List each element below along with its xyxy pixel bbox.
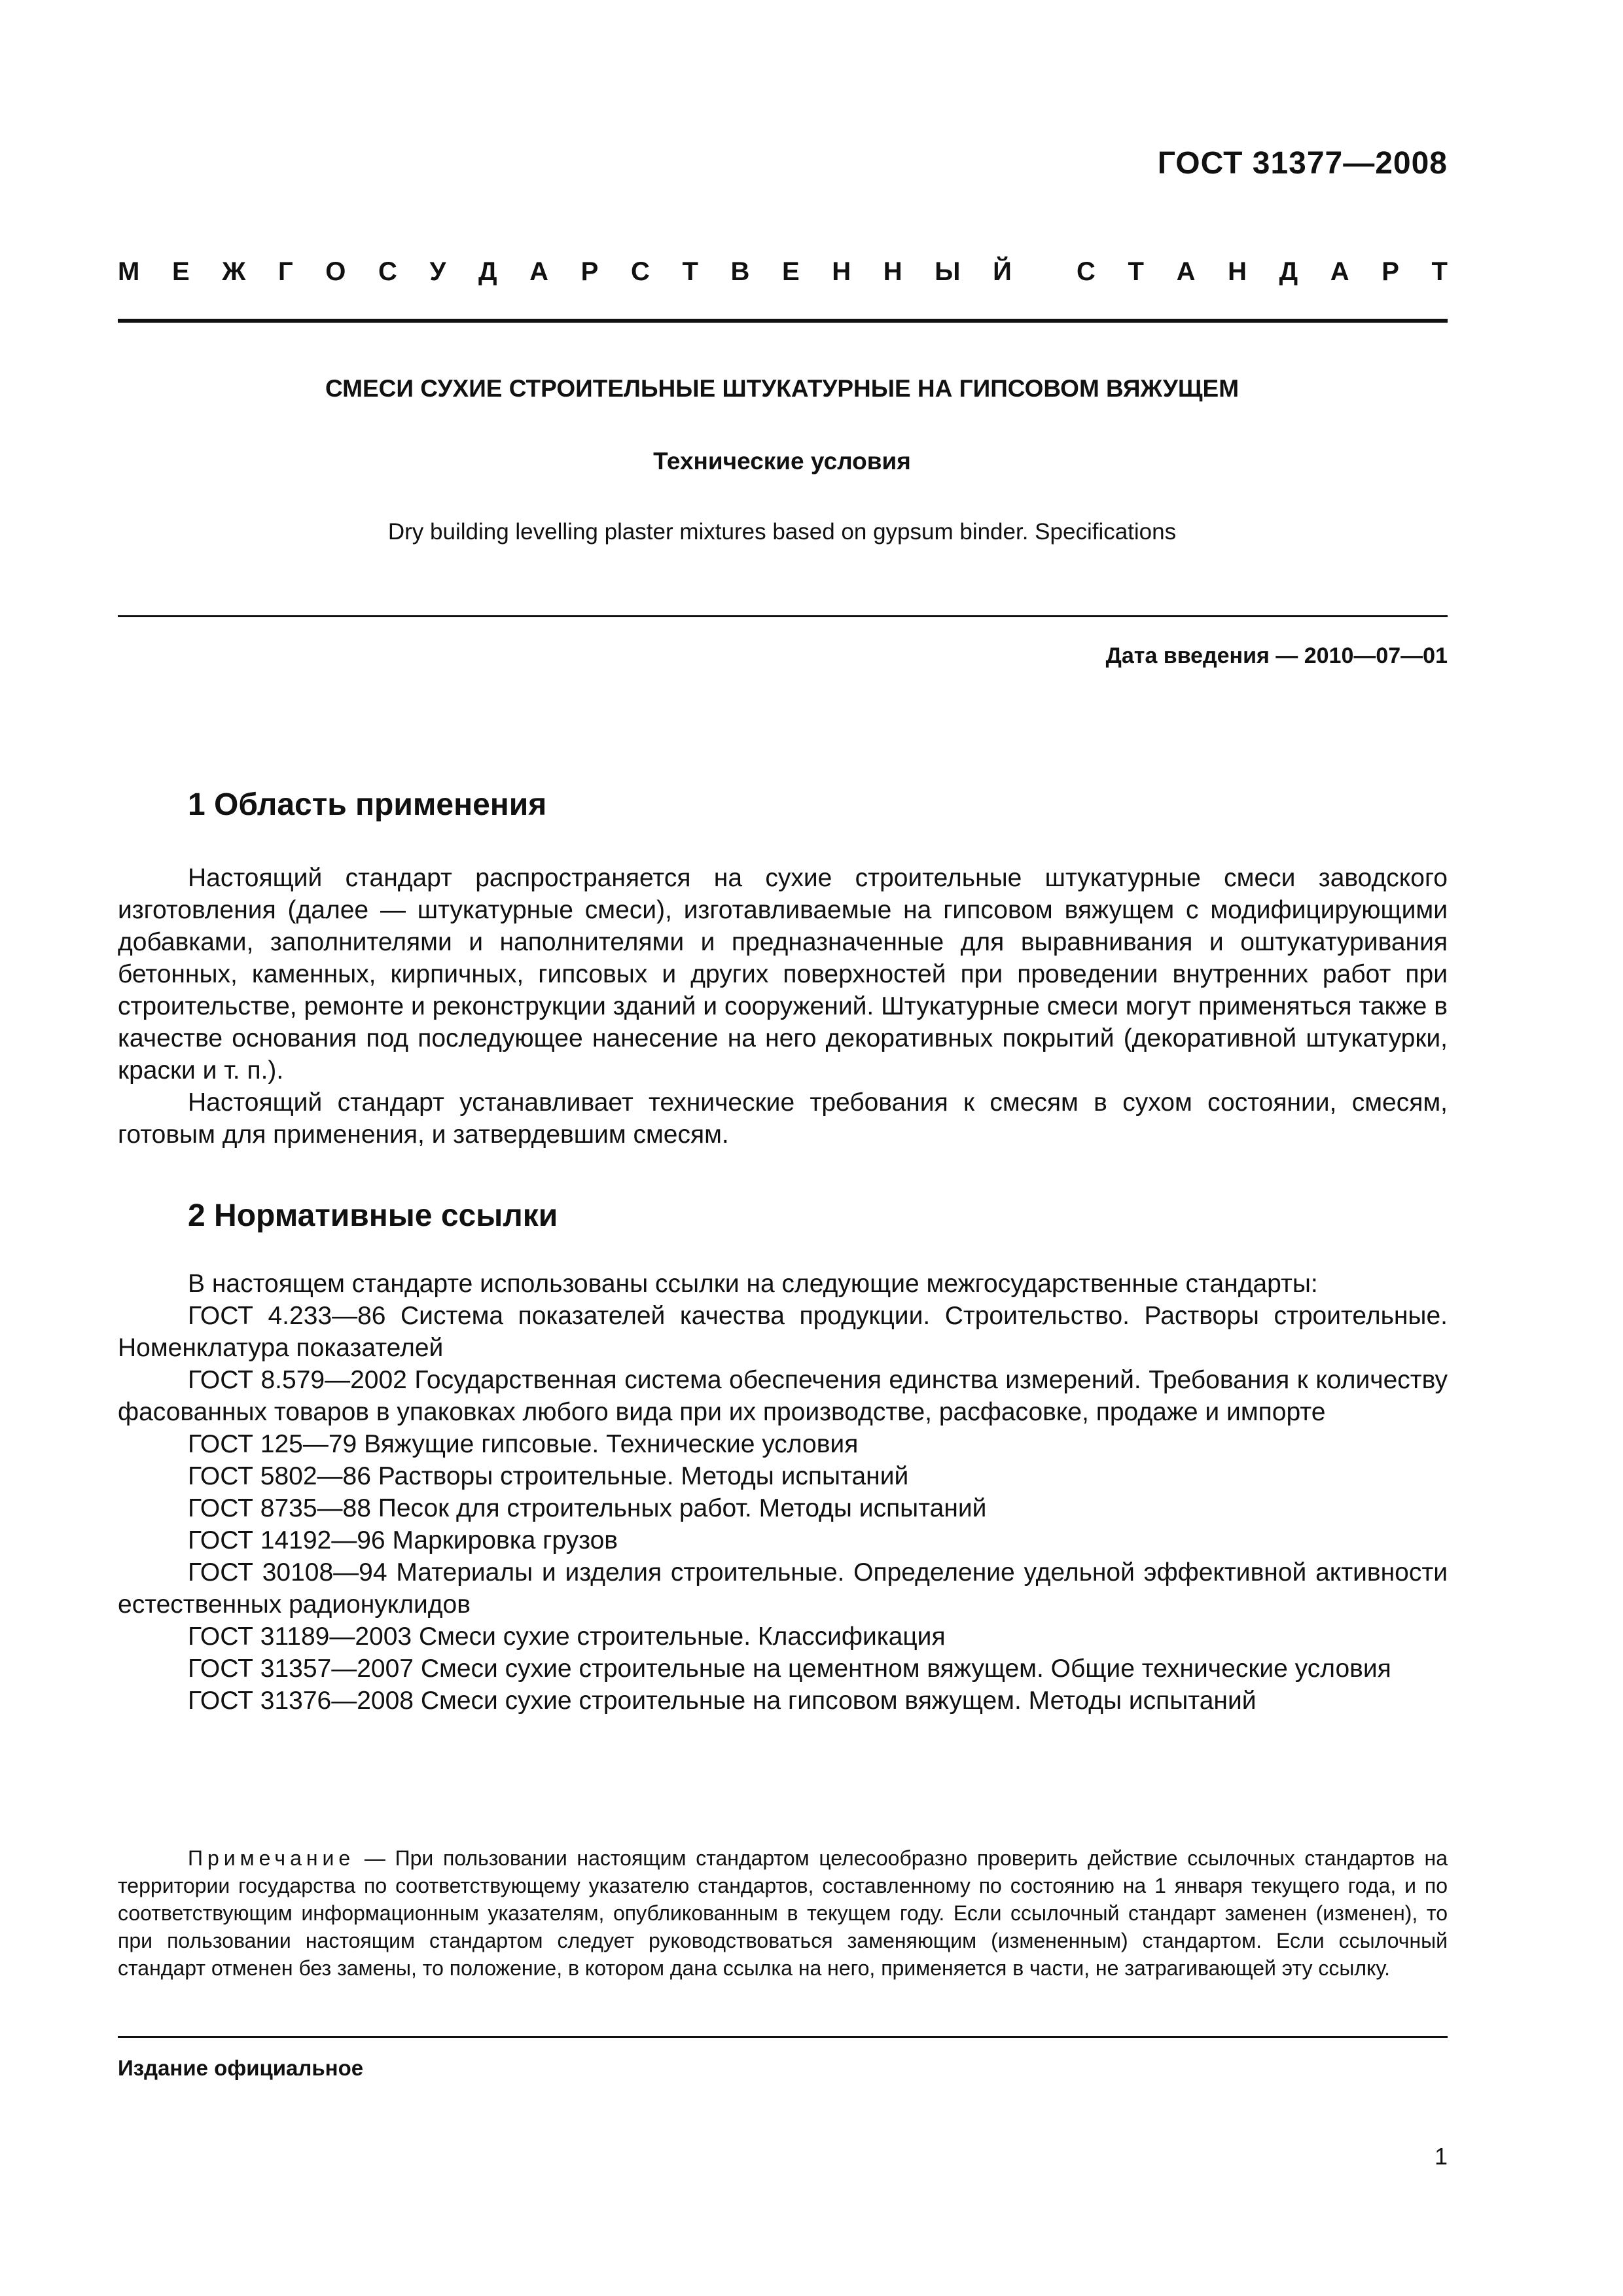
header-divider: [118, 319, 1448, 323]
official-edition-label: Издание официальное: [118, 2056, 364, 2080]
reference-item: [118, 1621, 1448, 1653]
reference-title: Государственная система обеспечения единства измерений. Требования к количеству фасованных товаров в упаковках любого вида при их производстве, расфасовке, продаже и импорте: [118, 1366, 1448, 1426]
reference-item: [118, 1300, 1448, 1364]
reference-title: Смеси сухие строительные на цементном вяжущем. Общие технические условия: [420, 1655, 1391, 1683]
page-number: 1: [1434, 2143, 1448, 2170]
reference-code: ГОСТ 8735—88: [188, 1494, 371, 1522]
reference-item: [118, 1685, 1448, 1717]
references-note: [118, 1844, 1448, 1982]
banner-letter: А: [1176, 257, 1196, 286]
reference-item: [118, 1364, 1448, 1428]
section-heading-scope: 1 Область применения: [188, 787, 547, 822]
reference-code: ГОСТ 31376—2008: [188, 1687, 414, 1715]
document-title-english: Dry building levelling plaster mixtures based on gypsum binder. Specifications: [387, 519, 1177, 545]
interstate-standard-banner: [118, 257, 1448, 287]
section-scope-body: [118, 862, 1448, 1151]
banner-letter: Н: [883, 257, 902, 286]
reference-code: ГОСТ 31189—2003: [188, 1623, 412, 1651]
banner-letter: А: [529, 257, 549, 286]
paragraph: В настоящем стандарте использованы ссылки на следующие межгосударственные стандарты:: [188, 1270, 1318, 1298]
banner-letter: Ы: [935, 257, 961, 286]
banner-letter: Т: [1431, 257, 1448, 286]
banner-letter: Г: [278, 257, 293, 286]
banner-letter: У: [429, 257, 446, 286]
document-code: ГОСТ 31377—2008: [1157, 146, 1448, 181]
reference-title: Смеси сухие строительные. Классификация: [418, 1623, 946, 1651]
reference-title: Система показателей качества продукции. Строительство. Растворы строительные. Номенклатура показателей: [118, 1302, 1448, 1362]
reference-item: [118, 1524, 1448, 1556]
reference-title: Маркировка грузов: [392, 1526, 618, 1554]
reference-code: ГОСТ 31357—2007: [188, 1655, 414, 1683]
banner-letter: Е: [171, 257, 190, 286]
note-label: Примечание: [188, 1846, 355, 1870]
banner-letter: Т: [1128, 257, 1144, 286]
banner-letter: Н: [1228, 257, 1247, 286]
reference-title: Смеси сухие строительные на гипсовом вяжущем. Методы испытаний: [420, 1687, 1257, 1715]
banner-letter: М: [118, 257, 140, 286]
reference-title: Вяжущие гипсовые. Технические условия: [364, 1430, 859, 1458]
paragraph: Настоящий стандарт распространяется на сухие строительные штукатурные смеси заводского изготовления (далее — штукатурные смеси), изготавливаемые на гипсовом вяжущем с модифицирующими добавками, заполнителями и наполнителями и предназначенные для выравнивания и оштукатуривания бетонных, каменных, кирпичных, гипсовых и других поверхностей при проведении внутренних работ при строительстве, ремонте и реконструкции зданий и сооружений. Штукатурные смеси могут применяться также в качестве основания под последующее нанесение на него декоративных покрытий (декоративной штукатурки, краски и т. п.).: [118, 864, 1448, 1085]
banner-letter: А: [1330, 257, 1349, 286]
reference-code: ГОСТ 8.579—2002: [188, 1366, 407, 1394]
reference-code: ГОСТ 5802—86: [188, 1462, 371, 1490]
reference-item: [118, 1556, 1448, 1621]
banner-letter: Д: [478, 257, 497, 286]
reference-item: [118, 1460, 1448, 1492]
banner-letter: Н: [832, 257, 851, 286]
section-references-body: [118, 1268, 1448, 1717]
paragraph: Настоящий стандарт устанавливает технические требования к смесям в сухом состоянии, смесям, готовым для применения, и затвердевшим смесям.: [118, 1088, 1448, 1149]
introduction-date: Дата введения — 2010—07—01: [1105, 643, 1448, 668]
banner-letter: Ж: [222, 257, 246, 286]
banner-letter: Д: [1279, 257, 1298, 286]
reference-code: ГОСТ 14192—96: [188, 1526, 385, 1554]
banner-letter: Т: [682, 257, 698, 286]
reference-code: ГОСТ 4.233—86: [188, 1302, 386, 1330]
reference-title: Материалы и изделия строительные. Определение удельной эффективной активности естественных радионуклидов: [118, 1558, 1448, 1619]
document-subtitle: Технические условия: [653, 448, 911, 475]
banner-letter: Й: [993, 257, 1012, 286]
reference-code: ГОСТ 30108—94: [188, 1558, 387, 1587]
note-text: — При пользовании настоящим стандартом целесообразно проверить действие ссылочных стандартов на территории государства по соответствующему указателю стандартов, составленному по состоянию на 1 января текущего года, и по соответствующим информационным указателям, опубликованным в текущем году. Если ссылочный стандарт заменен (изменен), то при пользовании настоящим стандартом следует руководствоваться заменяющим (измененным) стандартом. Если ссылочный стандарт отменен без замены, то положение, в котором дана ссылка на него, применяется в части, не затрагивающей эту ссылку.: [118, 1846, 1448, 1980]
reference-code: ГОСТ 125—79: [188, 1430, 357, 1458]
reference-item: [118, 1653, 1448, 1685]
banner-letter: Е: [781, 257, 800, 286]
footer-divider: [118, 2036, 1448, 2038]
banner-letter: Р: [580, 257, 599, 286]
banner-letter: Р: [1382, 257, 1399, 286]
reference-title: Растворы строительные. Методы испытаний: [378, 1462, 909, 1490]
banner-letter: С: [1077, 257, 1096, 286]
banner-letter: С: [630, 257, 650, 286]
title-divider: [118, 615, 1448, 617]
banner-letter: С: [378, 257, 397, 286]
banner-letter: О: [325, 257, 346, 286]
reference-item: [118, 1428, 1448, 1460]
reference-item: [118, 1492, 1448, 1524]
document-title: СМЕСИ СУХИЕ СТРОИТЕЛЬНЫЕ ШТУКАТУРНЫЕ НА ГИПСОВОМ ВЯЖУЩЕМ: [325, 375, 1240, 402]
reference-title: Песок для строительных работ. Методы испытаний: [378, 1494, 987, 1522]
banner-letter: В: [730, 257, 750, 286]
section-heading-normative-references: 2 Нормативные ссылки: [188, 1198, 558, 1233]
